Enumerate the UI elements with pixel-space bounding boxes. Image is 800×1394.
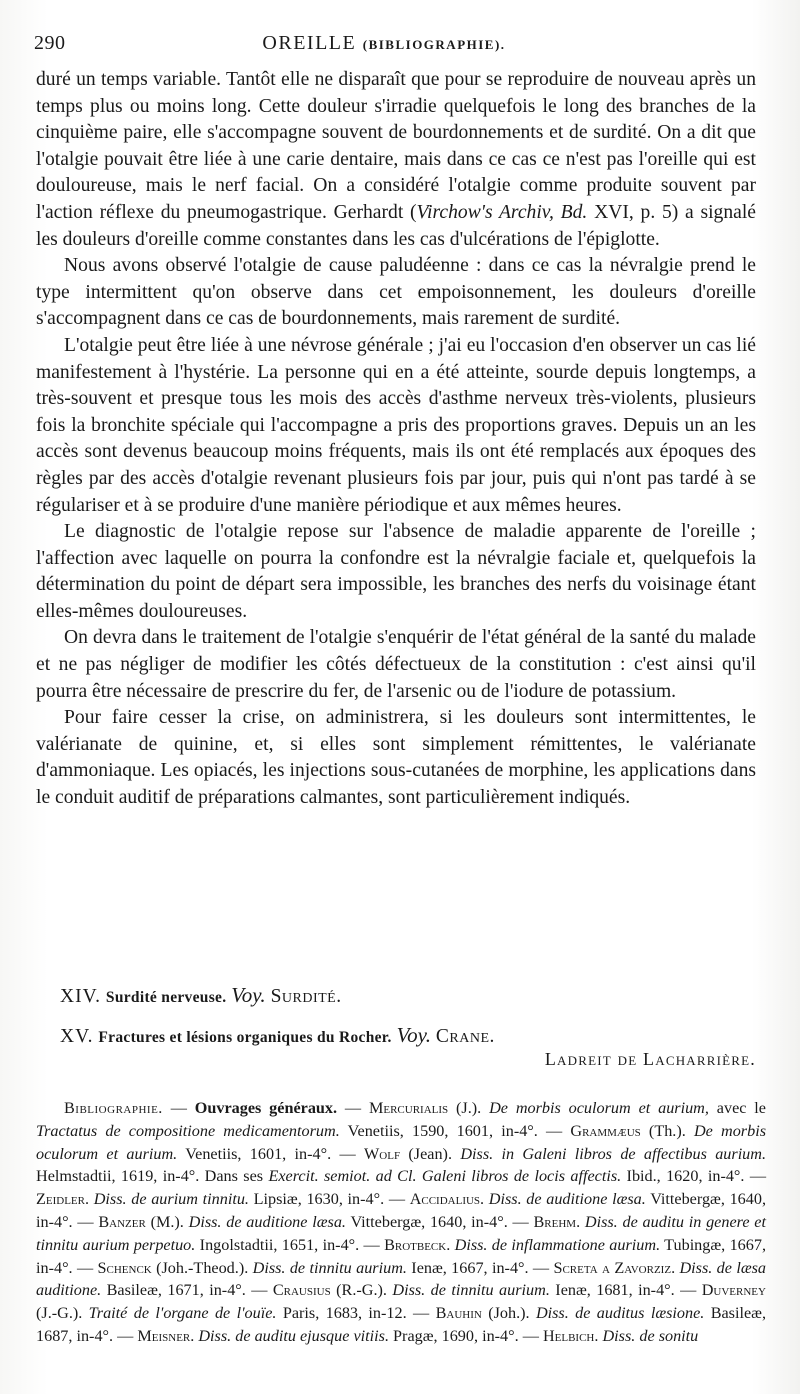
- running-head: [34, 32, 734, 55]
- biblio-text: .: [446, 1235, 455, 1254]
- section-xiv-number: XIV.: [60, 986, 102, 1007]
- page-header: [34, 32, 734, 62]
- biblio-text: Ienæ, 1667, in-4°. —: [406, 1258, 554, 1277]
- biblio-text: Vittebergæ, 1640, in-4°. —: [345, 1212, 534, 1231]
- biblio-title: Diss. in Galeni libros de affectibus aurium.: [460, 1144, 767, 1163]
- biblio-title: Diss. de sonitu: [602, 1326, 699, 1345]
- biblio-title: Tractatus de compositione medicamentorum.: [36, 1121, 340, 1140]
- biblio-text: .: [594, 1326, 603, 1345]
- biblio-text: Vittebergæ, 1640, in-4°. —: [36, 1190, 767, 1231]
- biblio-author: Helbich: [542, 1326, 595, 1345]
- biblio-author: Screta a Zavorziz: [553, 1258, 672, 1277]
- biblio-text: (J.-G.).: [36, 1304, 89, 1323]
- section-xv-number: XV.: [60, 1026, 94, 1047]
- biblio-text: (R.-G.).: [330, 1281, 393, 1300]
- biblio-text: .: [671, 1258, 680, 1277]
- section-xv-title: Fractures et lésions organiques du Rocher.: [98, 1029, 392, 1046]
- biblio-text: Helmstadtii, 1619, in-4°. Dans ses: [36, 1167, 269, 1186]
- biblio-title: De morbis oculorum et aurium,: [489, 1099, 709, 1117]
- biblio-text: Tubingæ, 1667, in-4°. —: [36, 1235, 766, 1277]
- section-xiv-reference: Surdité.: [270, 986, 342, 1007]
- biblio-text: Venetiis, 1590, 1601, in-4°. —: [339, 1121, 571, 1140]
- biblio-title: Diss. de aurium tinnitu.: [93, 1190, 249, 1209]
- running-head-title: OREILLE: [262, 32, 357, 54]
- biblio-author: Accidalius: [409, 1190, 481, 1209]
- biblio-text: Basileæ, 1687, in-4°. —: [36, 1304, 766, 1345]
- body-text: [36, 67, 756, 812]
- biblio-text: (J.).: [448, 1099, 490, 1117]
- biblio-author: Zeidler: [36, 1190, 85, 1209]
- biblio-title: Diss. de auditione læsa.: [188, 1212, 346, 1231]
- paragraph-1: [36, 67, 756, 253]
- biblio-title: Diss. de auditu in genere et tinnitu aurium perpetuo.: [36, 1212, 766, 1254]
- biblio-text: .: [190, 1326, 199, 1345]
- paragraph-1-text: duré un temps variable. Tantôt elle ne disparaît que pour se reproduire de nouveau après un temps plus ou moins long. Cette douleur s'irradie quelquefois le long des branches de la cinquième paire, elle s'accompagne souvent de bourdonnements et de surdité. On a dit que l'otalgie pouvait être liée à une carie dentaire, mais dans ce cas ce n'est pas l'oreille qui est douloureuse, mais le nerf facial. On a considéré l'otalgie comme produite souvent par l'action réflexe du pneumogastrique. Gerhardt (: [36, 69, 756, 223]
- biblio-author: Wolf: [364, 1144, 401, 1163]
- section-xiv: [60, 982, 760, 1011]
- biblio-title: Diss. de auditu ejusque vitiis.: [198, 1326, 389, 1345]
- biblio-author: Mercurialis: [368, 1099, 449, 1117]
- biblio-text: Ibid., 1620, in-4°. —: [621, 1167, 767, 1186]
- paragraph-1-end: XVI, p. 5) a signalé les douleurs d'oreille comme constantes dans les cas d'ulcérations de l'épiglotte.: [36, 201, 756, 250]
- section-xv-reference: Crane.: [435, 1026, 495, 1047]
- biblio-title: Diss. de auditus læsione.: [535, 1304, 705, 1323]
- biblio-author: Duverney: [701, 1281, 766, 1300]
- biblio-text: Pragæ, 1690, in-4°. —: [389, 1326, 543, 1345]
- section-xiv-voy: Voy.: [231, 983, 266, 1007]
- biblio-text: (M.).: [145, 1212, 189, 1231]
- biblio-text: avec le: [708, 1099, 766, 1117]
- bibliography: [36, 1097, 766, 1348]
- biblio-title: Exercit. semiot. ad Cl. Galeni libros de locis affectis.: [268, 1167, 622, 1186]
- biblio-text: .: [480, 1190, 489, 1209]
- biblio-author: Banzer: [98, 1212, 146, 1231]
- author-signature: Ladreit de Lacharrière.: [544, 1049, 756, 1069]
- biblio-author: Crausius: [272, 1281, 331, 1300]
- paragraph-2: Nous avons observé l'otalgie de cause paludéenne : dans ce cas la névralgie prend le type intermittent qu'on observe dans cet empoisonnement, les douleurs d'oreille s'accompagnent dans ce cas de bourdonnements, mais rarement de surdité.: [36, 255, 756, 330]
- biblio-author: Schenck: [97, 1258, 152, 1277]
- bibliography-subheading: Ouvrages généraux.: [194, 1099, 338, 1117]
- biblio-text: Paris, 1683, in-12. —: [276, 1304, 436, 1323]
- biblio-text: .: [576, 1212, 585, 1231]
- biblio-text: (Joh.).: [481, 1304, 536, 1323]
- biblio-text: (Jean).: [400, 1144, 461, 1163]
- biblio-text: .: [85, 1190, 94, 1209]
- biblio-author: Brehm: [533, 1212, 577, 1231]
- biblio-text: Lipsiæ, 1630, in-4°. —: [248, 1190, 410, 1209]
- biblio-author: Bauhin: [435, 1304, 482, 1323]
- biblio-text: (Th.).: [640, 1121, 694, 1140]
- biblio-author: Meisner: [137, 1326, 191, 1345]
- biblio-text: Basileæ, 1671, in-4°. —: [101, 1281, 273, 1300]
- biblio-author: Brotbeck: [384, 1235, 447, 1254]
- biblio-text: Venetiis, 1601, in-4°. —: [177, 1144, 364, 1163]
- biblio-text: Ingolstadtii, 1651, in-4°. —: [195, 1235, 385, 1254]
- paragraph-3: L'otalgie peut être liée à une névrose générale ; j'ai eu l'occasion d'en observer un cas lié manifestement à l'hystérie. La personne qui en a été atteinte, sourde depuis longtemps, a très-souvent et presque tous les mois des accès d'asthme nerveux très-violents, plusieurs fois la bronchite spéciale qui l'accompagne a pris des proportions graves. Depuis un an les accès sont devenus beaucoup moins fréquents, mais ils ont été remplacés aux époques des règles par des accès d'otalgie revenant plusieurs fois par jour, puis qui n'ont pas tardé à se régulariser et à se produire d'une manière périodique et aux mêmes heures.: [36, 334, 756, 516]
- bibliography-paragraph: Bibliographie. — Ouvrages généraux. — Mercurialis (J.). De morbis oculorum et aurium, avec le Tractatus de compositione medicamentorum. Venetiis, 1590, 1601, in-4°. — Grammæus (Th.). De morbis oculorum et aurium. Venetiis, 1601, in-4°. — Wolf (Jean). Diss. in Galeni libros de affectibus aurium. Helmstadtii, 1619, in-4°. Dans ses Exercit. semiot. ad Cl. Galeni libros de locis affectis. Ibid., 1620, in-4°. — Zeidler. Diss. de aurium tinnitu. Lipsiæ, 1630, in-4°. — Accidalius. Diss. de auditione læsa. Vittebergæ, 1640, in-4°. — Banzer (M.). Diss. de auditione læsa. Vittebergæ, 1640, in-4°. — Brehm. Diss. de auditu in genere et tinnitu aurium perpetuo. Ingolstadtii, 1651, in-4°. — Brotbeck. Diss. de inflammatione aurium. Tubingæ, 1667, in-4°. — Schenck (Joh.-Theod.). Diss. de tinnitu aurium. Ienæ, 1667, in-4°. — Screta a Zavorziz. Diss. de læsa auditione. Basileæ, 1671, in-4°. — Crausius (R.-G.). Diss. de tinnitu aurium. Ienæ, 1681, in-4°. — Duverney (J.-G.). Traité de l'organe de l'ouïe. Paris, 1683, in-12. — Bauhin (Joh.). Diss. de auditus læsione. Basileæ, 1687, in-4°. — Meisner. Diss. de auditu ejusque vitiis. Pragæ, 1690, in-4°. — Helbich. Diss. de sonitu: [36, 1099, 767, 1345]
- paragraph-5: On devra dans le traitement de l'otalgie s'enquérir de l'état général de la santé du malade et ne pas négliger de modifier les côtés défectueux de la constitution : c'est ainsi qu'il pourra être nécessaire de prescrire du fer, de l'arsenic ou de l'iodure de potassium.: [36, 627, 756, 702]
- biblio-text: (Joh.-Theod.).: [151, 1258, 253, 1277]
- biblio-title: Diss. de tinnitu aurium.: [392, 1281, 550, 1300]
- biblio-title: De morbis oculorum et aurium.: [36, 1121, 766, 1163]
- biblio-title: Diss. de læsa auditione.: [36, 1258, 767, 1300]
- biblio-text: —: [337, 1099, 369, 1117]
- biblio-title: Diss. de inflammatione aurium.: [454, 1235, 661, 1254]
- paragraph-4: Le diagnostic de l'otalgie repose sur l'absence de maladie apparente de l'oreille ; l'affection avec laquelle on pourra la confondre est la névralgie faciale et, quelquefois la détermination du point de départ sera impossible, les branches des nerfs du voisinage étant elles-mêmes douloureuses.: [36, 521, 756, 622]
- section-xv: [60, 1022, 760, 1051]
- section-xiv-title: Surdité nerveuse.: [105, 989, 227, 1006]
- bibliography-label: Bibliographie.: [64, 1099, 163, 1117]
- section-xv-voy: Voy.: [396, 1023, 432, 1047]
- running-head-subtitle: (BIBLIOGRAPHIE).: [362, 37, 506, 52]
- biblio-title: Diss. de auditione læsa.: [488, 1190, 646, 1209]
- biblio-author: Grammæus: [570, 1121, 641, 1140]
- biblio-text: Ienæ, 1681, in-4°. —: [549, 1281, 702, 1300]
- biblio-title: Traité de l'organe de l'ouïe.: [88, 1304, 277, 1323]
- paragraph-6: Pour faire cesser la crise, on administrera, si les douleurs sont intermittentes, le valérianate de quinine, et, si elles sont simplement rémittentes, le valérianate d'ammoniaque. Les opiacés, les injections sous-cutanées de morphine, les applications dans le conduit auditif de préparations calmantes, sont particulièrement indiqués.: [36, 707, 756, 809]
- paragraph-1-citation: Virchow's Archiv, Bd.: [416, 201, 588, 223]
- biblio-title: Diss. de tinnitu aurium.: [252, 1258, 407, 1277]
- page-number: 290: [34, 32, 66, 54]
